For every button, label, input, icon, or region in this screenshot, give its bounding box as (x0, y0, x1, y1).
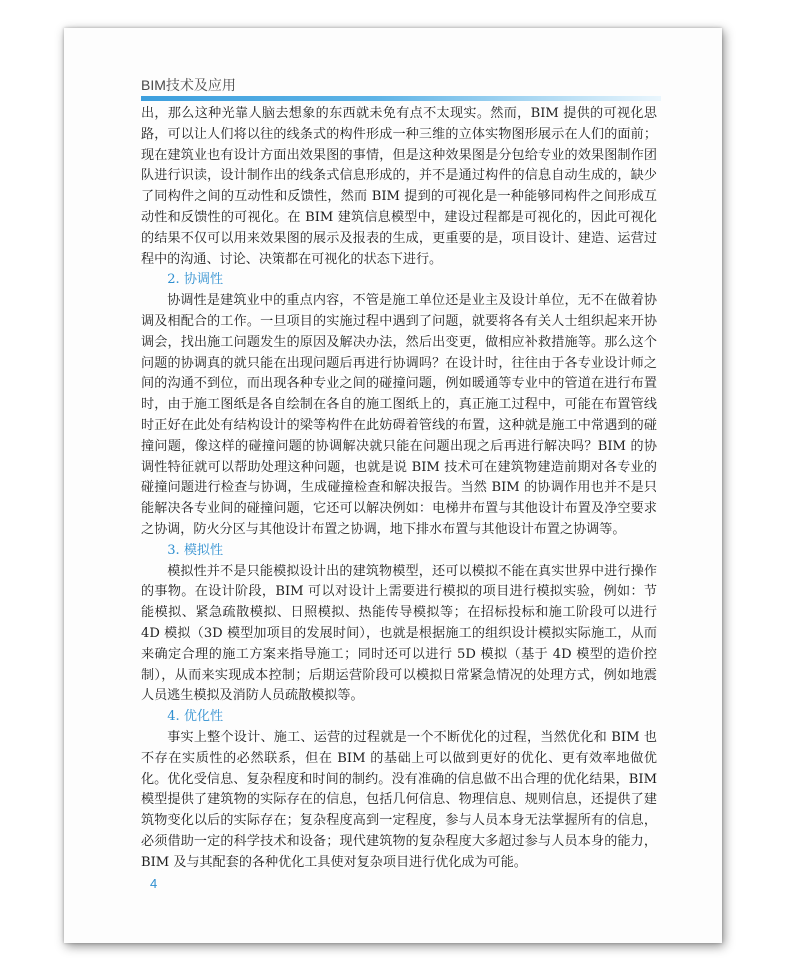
section-heading-simulation: 3. 模拟性 (167, 542, 224, 558)
header-title: BIM技术及应用 (141, 77, 236, 93)
section-heading-optimization: 4. 优化性 (167, 709, 224, 725)
section-heading-coordination: 2. 协调性 (167, 272, 224, 288)
page-body (141, 104, 657, 873)
paragraph-optimization: 事实上整个设计、施工、运营的过程就是一个不断优化的过程，当然优化和 BIM 也不存在实质性的必然联系，但在 BIM 的基础上可以做到更好的优化、更有效率地做优化。优化受信息、复杂程度和时间的制约。没有准确的信息做不出合理的优化结果，BIM 模型提供了建筑物的实际存在的信息，包括几何信息、物理信息、规则信息，还提供了建筑物变化以后的实际存在；复杂程度高到一定程度，参与人员本身无法掌握所有的信息，必须借助一定的科学技术和设备；现代建筑物的复杂程度大多超过参与人员本身的能力，BIM 及与其配套的各种优化工具使对复杂项目进行优化成为可能。 (141, 729, 657, 870)
header-gradient-rule (141, 96, 661, 101)
running-header (141, 77, 661, 101)
paragraph-coordination: 协调性是建筑业中的重点内容，不管是施工单位还是业主及设计单位，无不在做着协调及相配合的工作。一旦项目的实施过程中遇到了问题，就要将各有关人士组织起来开协调会，找出施工问题发生的原因及解决办法，然后出变更，做相应补救措施等。那么这个问题的协调真的就只能在出现问题后再进行协调吗？在设计时，往往由于各专业设计师之间的沟通不到位，而出现各种专业之间的碰撞问题，例如暖通等专业中的管道在进行布置时，由于施工图纸是各自绘制在各自的施工图纸上的，真正施工过程中，可能在布置管线时正好在此处有结构设计的梁等构件在此妨碍着管线的布置，这种就是施工中常遇到的碰撞问题，像这样的碰撞问题的协调解决就只能在问题出现之后再进行解决吗？BIM 的协调性特征就可以帮助处理这种问题，也就是说 BIM 技术可在建筑物建造前期对各专业的碰撞问题进行检查与协调，生成碰撞检查和解决报告。当然 BIM 的协调作用也并不是只能解决各专业间的碰撞问题，它还可以解决例如：电梯井布置与其他设计布置及净空要求之协调，防火分区与其他设计布置之协调，地下排水布置与其他设计布置之协调等。 (141, 293, 657, 537)
paragraph-simulation: 模拟性并不是只能模拟设计出的建筑物模型，还可以模拟不能在真实世界中进行操作的事物。在设计阶段，BIM 可以对设计上需要进行模拟的项目进行模拟实验，例如：节能模拟、紧急疏散模拟、日照模拟、热能传导模拟等；在招标投标和施工阶段可以进行 4D 模拟（3D 模型加项目的发展时间），也就是根据施工的组织设计模拟实际施工，从而来确定合理的施工方案来指导施工；同时还可以进行 5D 模拟（基于 4D 模型的造价控制），从而来实现成本控制；后期运营阶段可以模拟日常紧急情况的处理方式，例如地震人员逃生模拟及消防人员疏散模拟等。 (141, 563, 657, 704)
paragraph-visualization-continued: 出，那么这种光靠人脑去想象的东西就未免有点不太现实。然而，BIM 提供的可视化思路，可以让人们将以往的线条式的构件形成一种三维的立体实物图形展示在人们的面前；现在建筑业也有设计方面出效果图的事情，但是这种效果图是分包给专业的效果图制作团队进行识读，设计制作出的线条式信息形成的，并不是通过构件的信息自动生成的，缺少了同构件之间的互动性和反馈性，然而 BIM 提到的可视化是一种能够同构件之间形成互动性和反馈性的可视化。在 BIM 建筑信息模型中，建设过程都是可视化的，因此可视化的结果不仅可以用来效果图的展示及报表的生成，更重要的是，项目设计、建造、运营过程中的沟通、讨论、决策都在可视化的状态下进行。 (141, 106, 657, 267)
page-number: 4 (150, 876, 158, 891)
